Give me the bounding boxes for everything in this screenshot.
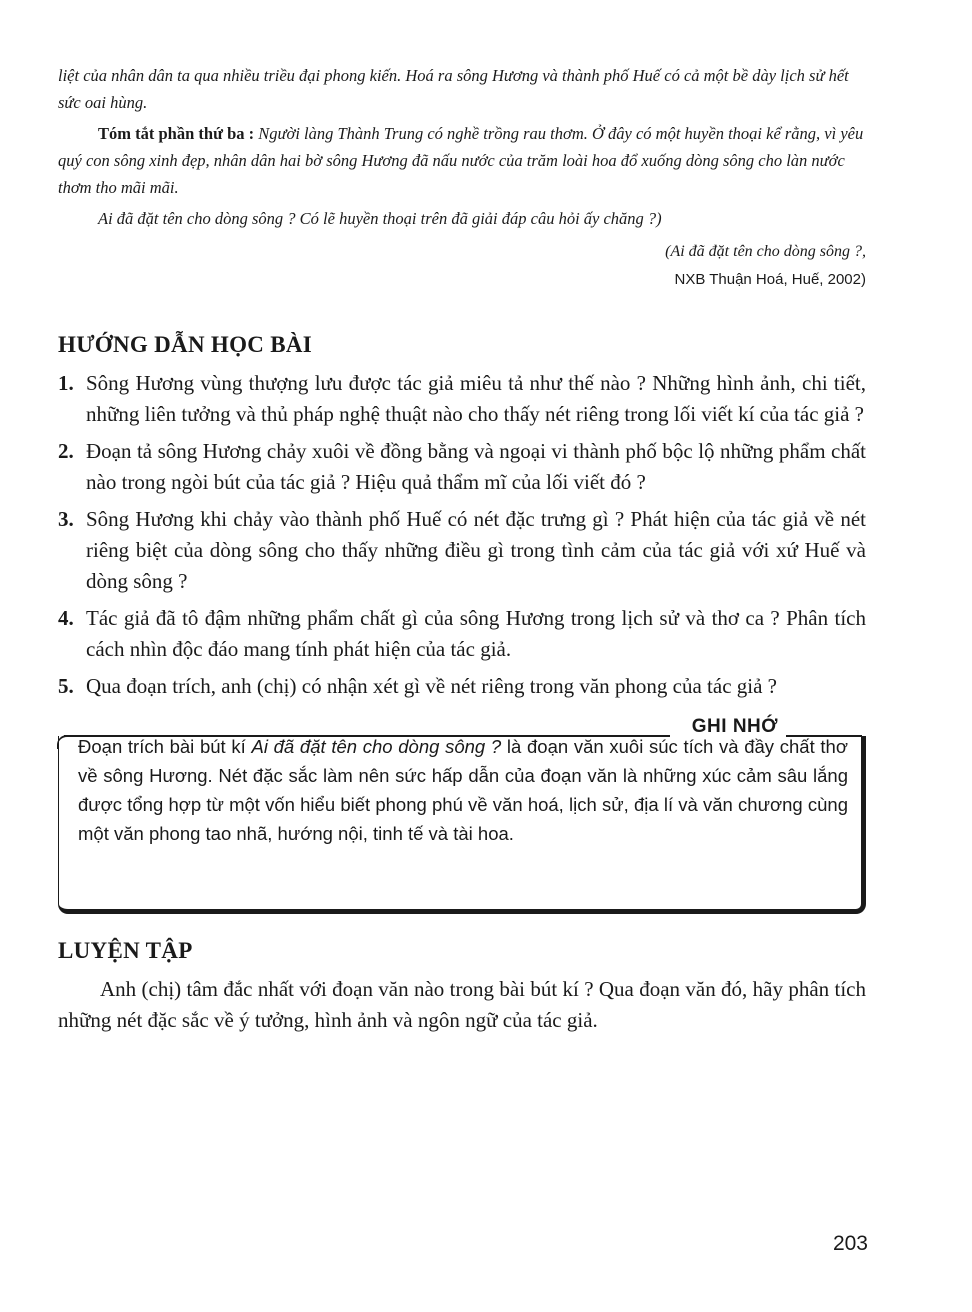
summary-paragraph [58, 120, 866, 201]
memo-text-end: là đoạn văn xuôi súc tích và đầy chất thơ về sông Hương. Nét đặc sắc làm nên sức hấp dẫn của đoạn văn là những xúc cảm sâu lắng được tổng hợp từ một vốn hiểu biết phong phú về văn hoá, lịch sử, địa lí và văn chương cùng một văn phong tao nhã, hướng nội, tinh tế và tài hoa. [78, 736, 848, 844]
question-text: Sông Hương khi chảy vào thành phố Huế có nét đặc trưng gì ? Phát hiện của tác giả về nét riêng biệt của dòng sông cho thấy những điều gì trong tình cảm của tác giả với xứ Huế và dòng sông ? [86, 507, 866, 593]
memo-work-title: Ai đã đặt tên cho dòng sông ? [251, 736, 502, 757]
question-item [58, 504, 866, 597]
question-number: 2. [58, 439, 74, 463]
citation [58, 238, 866, 294]
intro-paragraph: liệt của nhân dân ta qua nhiều triều đại phong kiến. Hoá ra sông Hương và thành phố Huế có cả một bề dày lịch sử hết sức oai hùng. [58, 66, 849, 112]
summary-lead: Tóm tắt phần thứ ba : [98, 124, 255, 143]
citation-title: (Ai đã đặt tên cho dòng sông ?, [665, 243, 866, 260]
summary-text: Người làng Thành Trung có nghề trồng rau thơm. Ở đây có một huyền thoại kể rằng, vì yêu quý con sông xinh đẹp, nhân dân hai bờ sông Hương đã nấu nước của trăm loài hoa đổ xuống dòng sông cho làn nước thơm tho mãi mãi. [58, 124, 864, 197]
question-number: 5. [58, 674, 74, 698]
question-text: Tác giả đã tô đậm những phẩm chất gì của sông Hương trong lịch sử và thơ ca ? Phân tích cách nhìn độc đáo mang tính phát hiện của tác giả. [86, 606, 866, 661]
memo-text-start: Đoạn trích bài bút kí [78, 736, 252, 757]
closing-paragraph: Ai đã đặt tên cho dòng sông ? Có lẽ huyền thoại trên đã giải đáp câu hỏi ấy chăng ?) [98, 209, 662, 228]
question-item [58, 436, 866, 498]
practice-text: Anh (chị) tâm đắc nhất với đoạn văn nào trong bài bút kí ? Qua đoạn văn đó, hãy phân tích những nét đặc sắc về ý tưởng, hình ảnh và ngôn ngữ của tác giả. [58, 977, 866, 1032]
question-item [58, 671, 866, 702]
question-number: 4. [58, 606, 74, 630]
intro-section [58, 62, 866, 232]
question-text: Sông Hương vùng thượng lưu được tác giả miêu tả như thế nào ? Những hình ảnh, chi tiết, những liên tưởng và thủ pháp nghệ thuật nào cho thấy nét riêng trong lối viết kí của tác giả ? [86, 371, 866, 426]
question-text: Qua đoạn trích, anh (chị) có nhận xét gì về nét riêng trong văn phong của tác giả ? [86, 674, 778, 698]
question-text: Đoạn tả sông Hương chảy xuôi về đồng bằng và ngoại vi thành phố bộc lộ những phẩm chất nào trong ngòi bút của tác giả ? Hiệu quả thẩm mĩ của lối viết đó ? [86, 439, 866, 494]
question-item [58, 368, 866, 430]
memo-box [58, 716, 866, 914]
question-item [58, 603, 866, 665]
page-number: 203 [832, 1232, 868, 1255]
memo-title: GHI NHỚ [691, 716, 778, 737]
question-number: 3. [58, 507, 74, 531]
memo-text [78, 732, 848, 848]
citation-publisher: NXB Thuận Hoá, Huế, 2002) [674, 271, 866, 288]
question-list [58, 368, 866, 702]
guide-heading: HƯỚNG DẪN HỌC BÀI [58, 332, 313, 357]
practice-heading: LUYỆN TẬP [58, 938, 193, 963]
question-number: 1. [58, 371, 74, 395]
textbook-page [58, 62, 866, 1036]
